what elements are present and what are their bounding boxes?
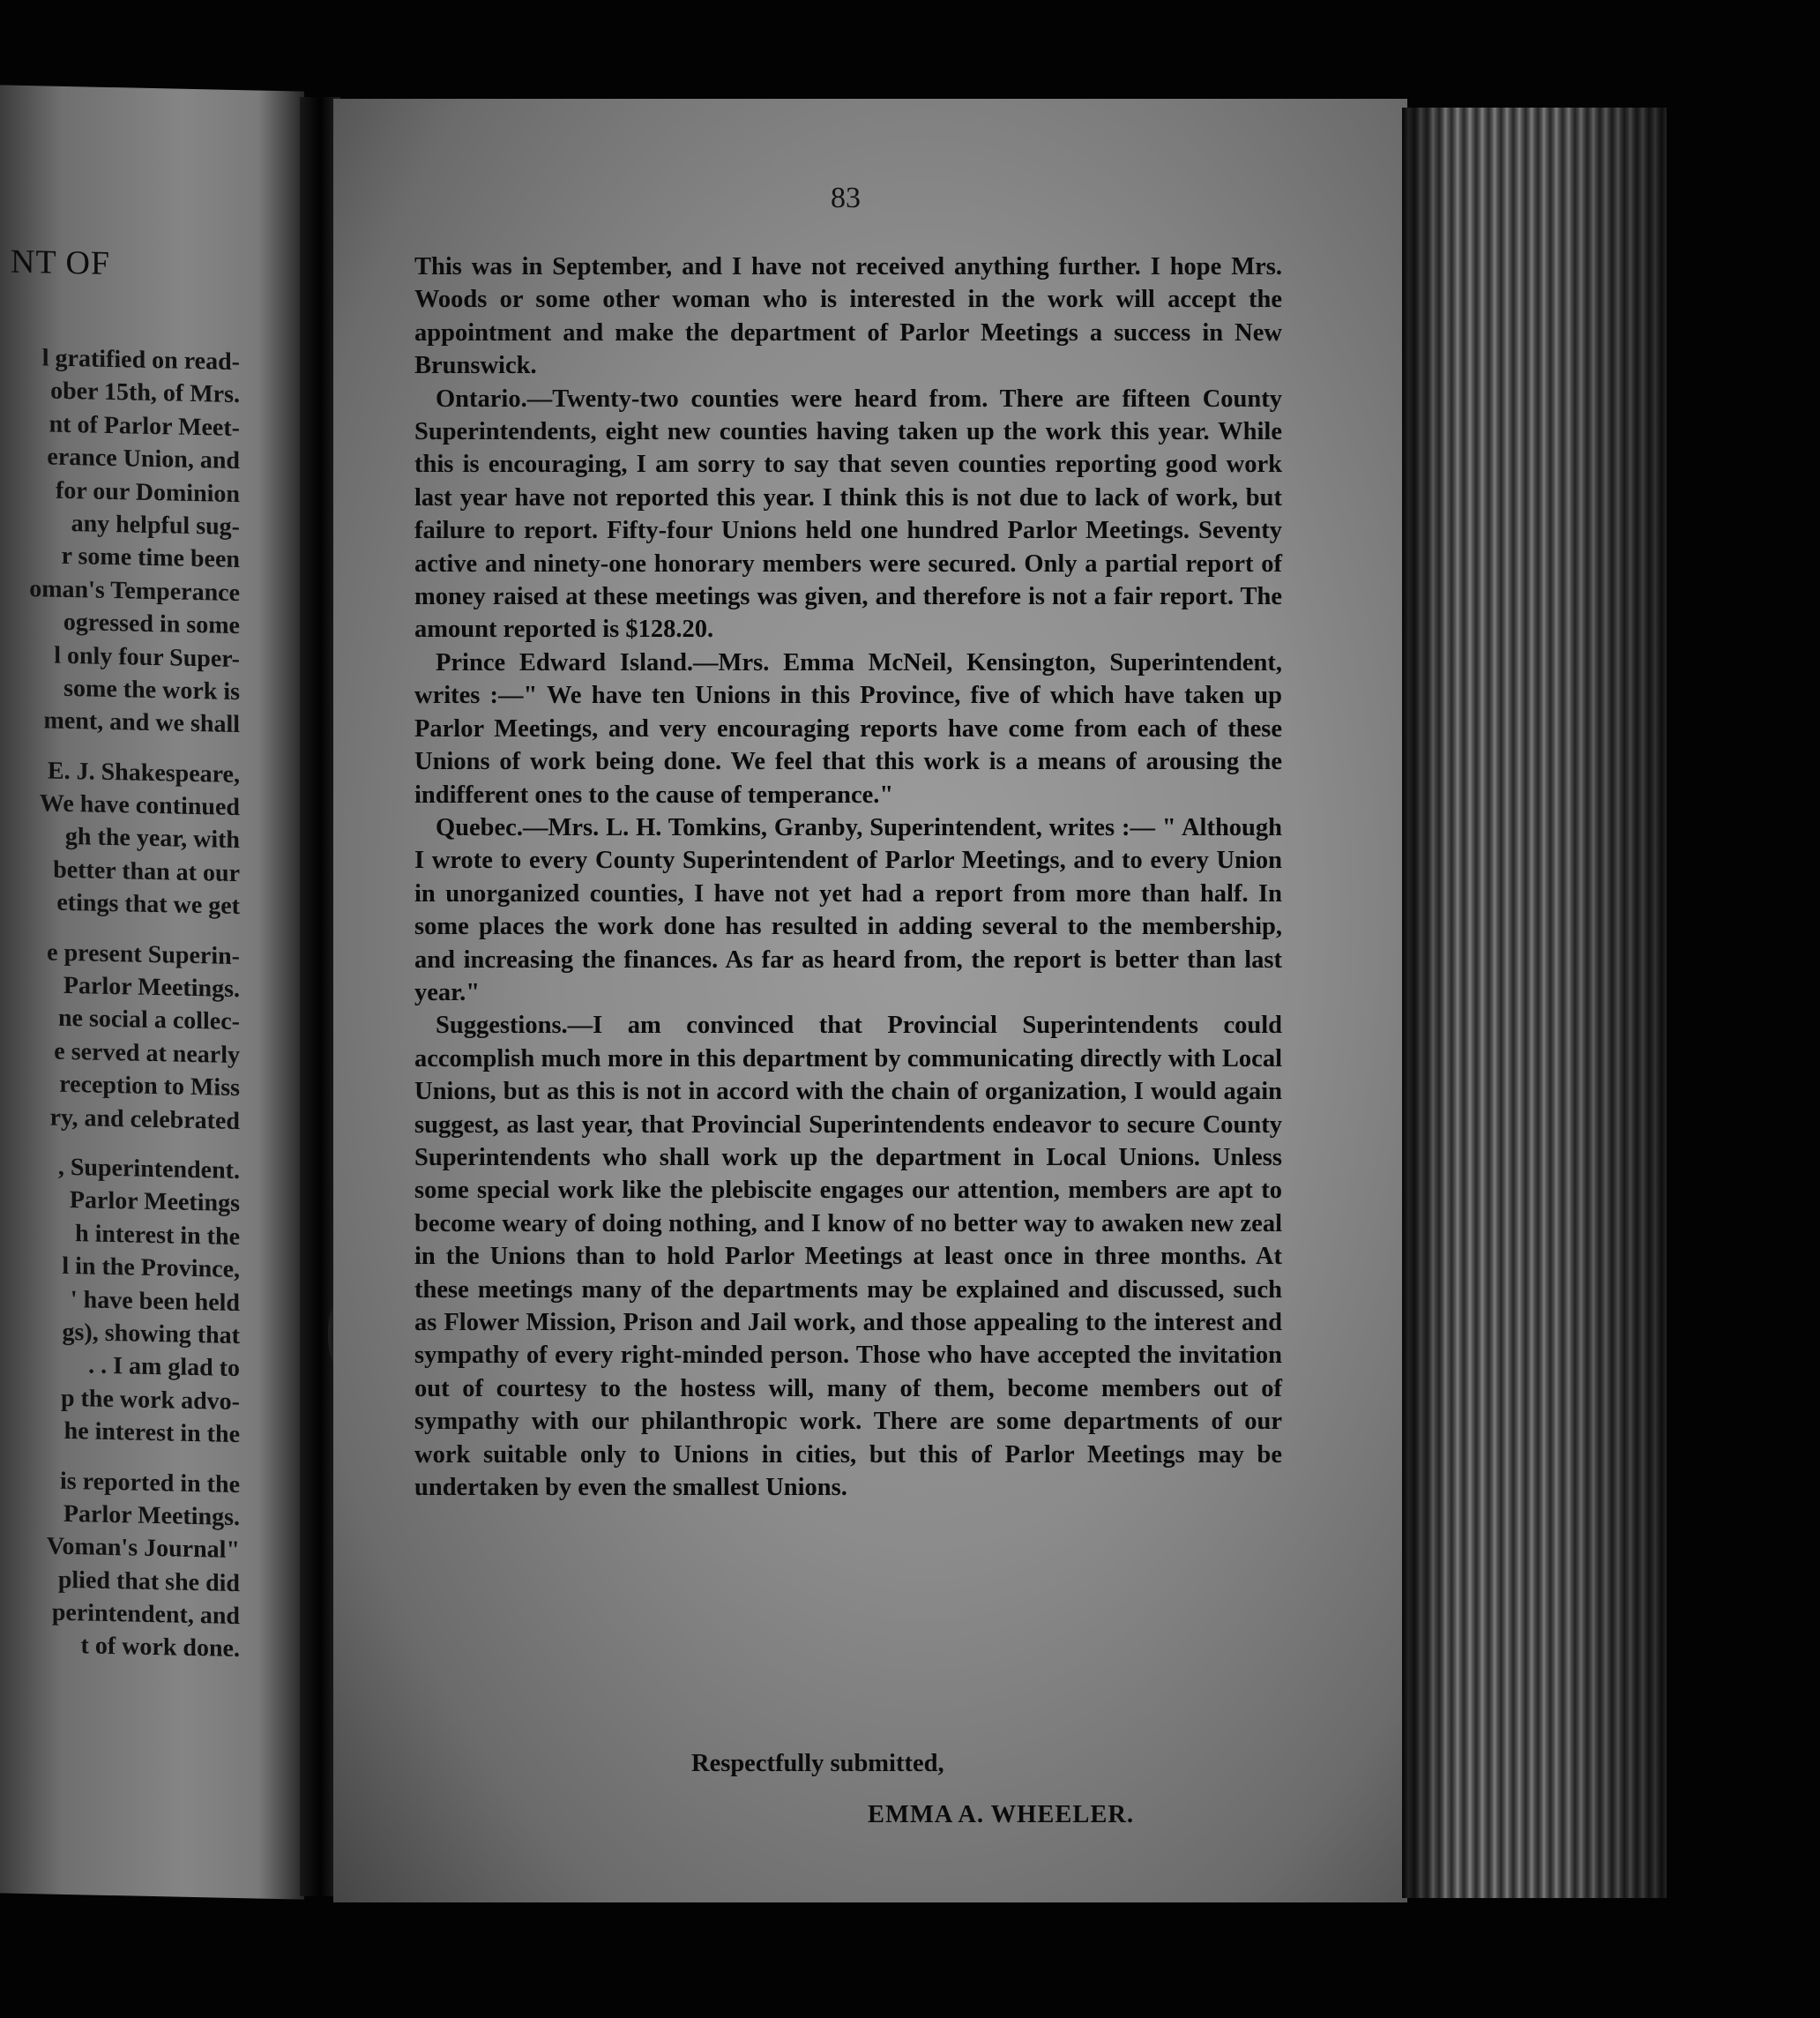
left-line: perintendent, and <box>51 1598 240 1631</box>
left-line: for our Dominion <box>56 476 240 508</box>
left-page-text <box>0 340 240 1666</box>
left-line: ' have been held <box>70 1285 240 1317</box>
left-line: reception to Miss <box>59 1070 240 1102</box>
left-line: Parlor Meetings. <box>63 971 240 1004</box>
left-page <box>0 85 304 1899</box>
left-line: gh the year, with <box>64 823 240 855</box>
left-line: ry, and celebrated <box>49 1103 240 1135</box>
paragraph-quebec: Quebec.—Mrs. L. H. Tomkins, Granby, Superintendent, writes :— " Although I wrote to every County Superintendent of Parlor Meetings, and to every Union in unorganized counties, I have not yet had a report from more than half. In some places the work done has resulted in adding several to the membership, and increasing the finances. As far as heard from, the report is better than last year." <box>414 813 1282 1006</box>
left-line: . . I am glad to <box>88 1351 240 1383</box>
left-line: e present Superin- <box>47 938 240 970</box>
paragraph-ontario: Ontario.—Twenty-two counties were heard from. There are fifteen County Superintendents, eight new counties having taken up the work this year. While this is encouraging, I am sorry to say that seven counties reporting good work last year have not reported this year. I think this is not due to lack of work, but failure to report. Fifty-four Unions held one hundred Parlor Meetings. Seventy active and ninety-one honorary members were secured. Only a partial report of money raised at these meetings was given, and therefore is not a fair report. The amount reported is $128.20. <box>414 385 1282 644</box>
left-line: Voman's Journal" <box>46 1532 240 1565</box>
left-line: l in the Province, <box>62 1252 240 1284</box>
left-line: erance Union, and <box>47 443 240 475</box>
left-line: We have continued <box>39 789 240 822</box>
page-stack-shadow <box>1402 108 1667 1898</box>
left-line: l only four Super- <box>54 641 240 673</box>
left-line: h interest in the <box>75 1219 240 1251</box>
left-line: e served at nearly <box>54 1037 240 1069</box>
left-line: ober 15th, of Mrs. <box>50 377 240 409</box>
left-page-heading: NT OF <box>11 243 111 283</box>
left-line: nt of Parlor Meet- <box>48 410 240 442</box>
paragraph-suggestions: Suggestions.—I am convinced that Provincial Superintendents could accomplish much more in this department by communicating directly with Local Unions, but as this is not in accord with the chain of organization, I would again suggest, as last year, that Provincial Superintendents endeavor to secure County Superintendents who shall work up the department in Local Unions. Unless some special work like the plebiscite engages our attention, members are apt to become weary of doing nothing, and I know of no better way to awaken new zeal in the Unions than to hold Parlor Meetings at least once in three months. At these meetings many of the departments may be explained and discussed, such as Flower Mission, Prison and Jail work, and those appealing to the interest and sympathy of every right-minded person. Those who have accepted the invitation out of courtesy to the hostess will, many of them, become members out of sympathy with our philanthropic work. There are some departments of our work suitable only to Unions in cities, but this of Parlor Meetings may be undertaken by even the smallest Unions. <box>414 1012 1282 1502</box>
left-line: gs), showing that <box>62 1318 240 1350</box>
left-line: some the work is <box>63 674 240 706</box>
left-line: ne social a collec- <box>57 1005 240 1036</box>
signature: EMMA A. WHEELER. <box>868 1801 1135 1828</box>
left-line: etings that we get <box>56 888 240 921</box>
page-number: 83 <box>831 182 861 214</box>
closing-line: Respectfully submitted, <box>691 1750 944 1777</box>
right-page <box>333 99 1407 1902</box>
left-line: l gratified on read- <box>41 344 240 377</box>
left-line: better than at our <box>53 856 240 887</box>
left-line: p the work advo- <box>60 1384 240 1416</box>
left-line: ogressed in some <box>63 609 240 640</box>
page-body <box>414 250 1282 1504</box>
left-line: , Superintendent. <box>57 1153 240 1185</box>
left-line: Parlor Meetings <box>69 1186 240 1218</box>
left-line: any helpful sug- <box>71 510 240 542</box>
left-line: Parlor Meetings. <box>63 1499 240 1531</box>
left-line: t of work done. <box>80 1632 240 1663</box>
left-line: E. J. Shakespeare, <box>47 757 240 789</box>
left-line: oman's Temperance <box>29 574 240 607</box>
left-line: plied that she did <box>57 1566 240 1597</box>
left-line: r some time been <box>61 542 240 574</box>
paragraph-prince-edward-island: Prince Edward Island.—Mrs. Emma McNeil, Kensington, Superintendent, writes :—" We have ten Unions in this Province, five of which have taken up Parlor Meetings, and very encouraging reports have come from each of these Unions of work being done. We feel that this work is a means of arousing the indifferent ones to the cause of temperance." <box>414 648 1282 809</box>
left-line: ment, and we shall <box>43 706 240 739</box>
paragraph-continuation: This was in September, and I have not received anything further. I hope Mrs. Woods or some other woman who is interested in the work will accept the appointment and make the department of Parlor Meetings a success in New Brunswick. <box>414 253 1282 380</box>
left-line: is reported in the <box>59 1467 240 1499</box>
left-line: he interest in the <box>63 1417 240 1449</box>
